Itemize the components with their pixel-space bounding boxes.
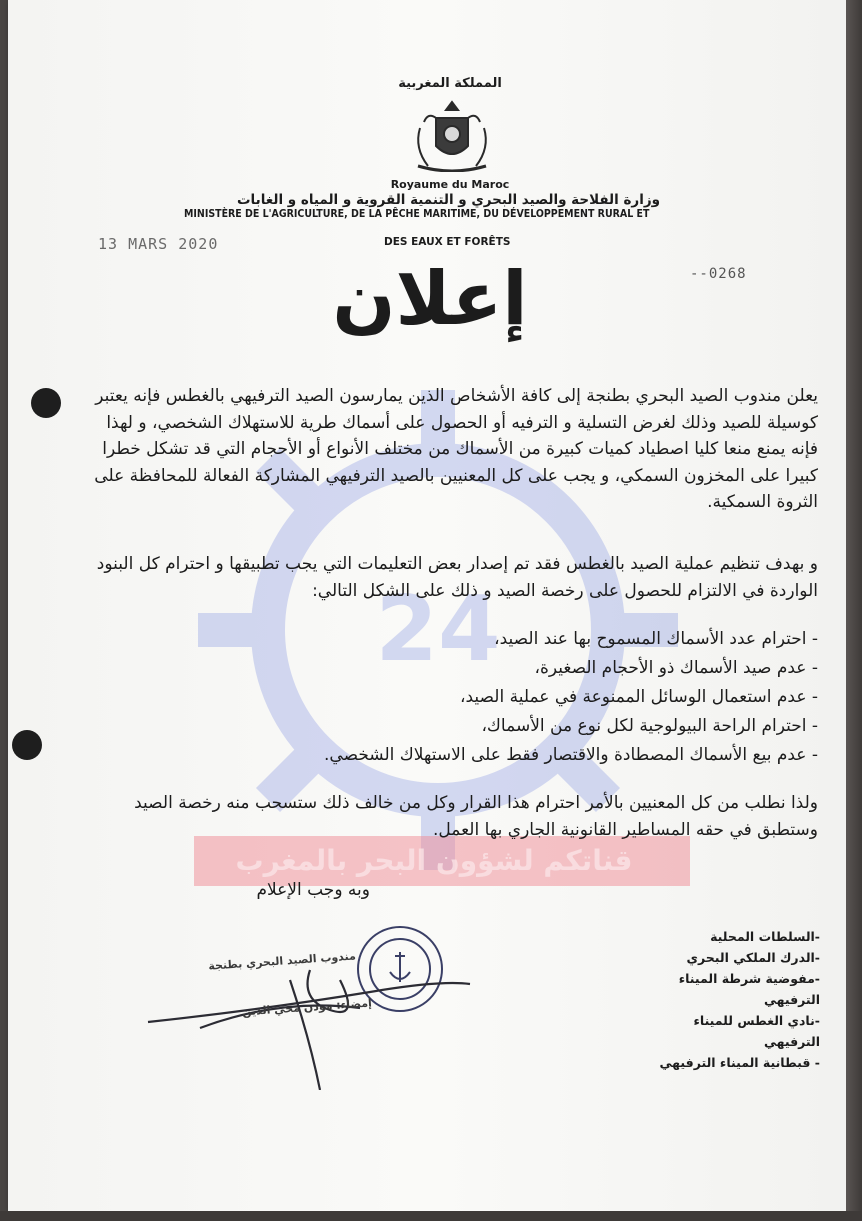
rules-list	[280, 625, 818, 770]
watermark-banner-text: قناتكم لشؤون البحر بالمغرب	[235, 844, 633, 877]
distribution-list	[640, 926, 820, 1073]
rule-item: - احترام الراحة البيولوجية لكل نوع من الأسماك،	[481, 716, 818, 736]
rule-item: - احترام عدد الأسماك المسموح بها عند الصيد،	[494, 629, 818, 649]
punch-hole-top	[31, 388, 61, 418]
ministry-french-line2: DES EAUX ET FORÊTS	[384, 236, 511, 248]
distribution-item: -مفوضية شرطة الميناء الترفيهي	[678, 971, 820, 1007]
closing-phrase: وبه وجب الإعلام	[256, 880, 370, 900]
reference-number: --0268	[690, 266, 747, 282]
date-stamp: 13 MARS 2020	[98, 235, 219, 253]
ministry-french-line1: MINISTÈRE DE L'AGRICULTURE, DE LA PÊCHE MARITIME, DU DÉVELOPPEMENT RURAL ET	[184, 208, 650, 220]
punch-hole-bottom	[12, 730, 42, 760]
paragraph-instructions: و بهدف تنظيم عملية الصيد بالغطس فقد تم إصدار بعض التعليمات التي يجب تطبيقها و احترام كل البنود الواردة في الالتزام للحصول على رخصة الصيد و ذلك على الشكل التالي:	[96, 554, 818, 601]
distribution-item: - قبطانية الميناء الترفيهي	[659, 1055, 820, 1070]
signatory-title: مندوب الصيد البحري بطنجة	[207, 949, 357, 973]
kingdom-arabic: المملكة المغربية	[398, 76, 502, 91]
watermark-number: 24	[375, 577, 501, 682]
announcement-title: إعلان	[332, 256, 528, 342]
paragraph-intro: يعلن مندوب الصيد البحري بطنجة إلى كافة الأشخاص الذين يمارسون الصيد الترفيهي بالغطس فإنه يعتبر كوسيلة للصيد وذلك لغرض التسلية و الترفيه أو الحصول على أسماك طرية للاستهلاك الشخصي، و لهذا فإنه يمنع منعا كليا اصطياد كميات كبيرة من الأسماك من مختلف الأنواع أو الأحجام التي قد تشكل خطرا كبيرا على المخزون السمكي، و يجب على كل المعنيين بالصيد الترفيهي المشاركة الفعالة للمحافظة على الثروة السمكية.	[94, 386, 818, 512]
kingdom-french: Royaume du Maroc	[390, 178, 510, 191]
royal-emblem-icon	[410, 98, 494, 172]
rule-item: - عدم بيع الأسماك المصطادة والاقتصار فقط على الاستهلاك الشخصي.	[324, 745, 818, 765]
background-edge-bottom	[0, 1211, 862, 1221]
rule-item: - عدم صيد الأسماك ذو الأحجام الصغيرة،	[534, 658, 818, 678]
distribution-item: -السلطات المحلية	[710, 929, 820, 944]
rule-item: - عدم استعمال الوسائل الممنوعة في عملية الصيد،	[460, 687, 818, 707]
background-edge	[846, 0, 862, 1221]
ministry-arabic: وزارة الفلاحة والصيد البحري و التنمية القروية و المياه و الغابات	[236, 192, 660, 208]
distribution-item: -الدرك الملكي البحري	[686, 950, 820, 965]
paragraph-enforcement: ولذا نطلب من كل المعنيين بالأمر احترام هذا القرار وكل من خالف ذلك ستسحب منه رخصة الصيد وستطبق في حقه المساطير القانونية الجاري بها العمل.	[134, 793, 818, 840]
signatory-name: إمضاء: مودن محي الدين	[241, 996, 373, 1019]
distribution-item: -نادي الغطس للميناء الترفيهي	[693, 1013, 820, 1049]
